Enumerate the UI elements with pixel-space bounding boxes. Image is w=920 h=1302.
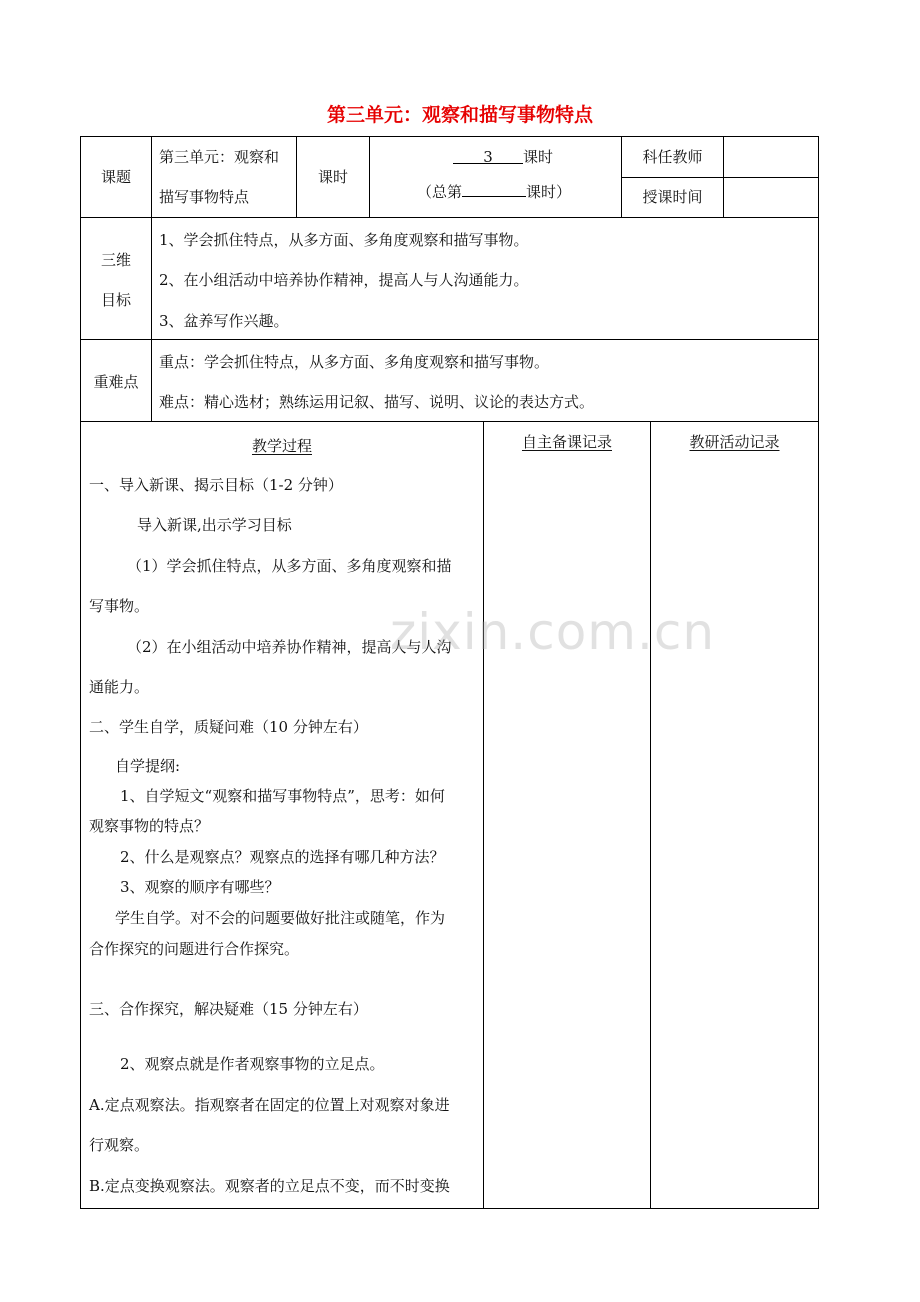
process-line: B.定点变换观察法。观察者的立足点不变，而不时变换	[89, 1177, 450, 1195]
process-line: 1、自学短文“观察和描写事物特点”，思考：如何	[120, 787, 445, 805]
watermark: zixin.com.cn	[390, 603, 716, 661]
process-line: 导入新课,出示学习目标	[137, 516, 292, 534]
goal-item: 3、盆养写作兴趣。	[159, 312, 289, 330]
table-divider-teacher	[621, 177, 819, 178]
total-period-blank	[462, 180, 526, 197]
goal-item: 1、学会抓住特点，从多方面、多角度观察和描写事物。	[159, 231, 529, 249]
total-period-row	[417, 180, 571, 202]
self-prep-header: 自主备课记录	[521, 433, 612, 451]
topic-value-line1: 第三单元：观察和	[159, 148, 280, 166]
process-line: （2）在小组活动中培养协作精神，提高人与人沟	[127, 638, 452, 656]
table-border-right	[818, 136, 819, 1209]
total-suffix: 课时）	[526, 183, 572, 201]
process-line: 通能力。	[89, 678, 150, 696]
process-line: 自学提纲:	[115, 757, 181, 775]
process-line: （1）学会抓住特点，从多方面、多角度观察和描	[127, 557, 452, 575]
process-line: 写事物。	[89, 597, 150, 615]
table-divider-c3	[369, 136, 370, 218]
teacher-label: 科任教师	[642, 148, 703, 166]
process-line: A.定点观察法。指观察者在固定的位置上对观察对象进	[89, 1096, 450, 1114]
keypoints-difficulty: 难点：精心选材；熟练运用记叙、描写、说明、议论的表达方式。	[159, 393, 595, 411]
process-line: 3、观察的顺序有哪些？	[120, 878, 280, 896]
keypoints-label: 重难点	[93, 373, 139, 391]
table-border-top	[80, 136, 819, 137]
keypoints-focus: 重点：学会抓住特点，从多方面、多角度观察和描写事物。	[159, 353, 550, 371]
process-line: 观察事物的特点？	[89, 817, 210, 835]
goals-label-line2: 目标	[100, 291, 131, 309]
process-line: 学生自学。对不会的问题要做好批注或随笔，作为	[115, 909, 446, 927]
goals-label-line1: 三维	[100, 251, 131, 269]
table-divider-keypoints	[80, 421, 819, 422]
period-count: 3	[453, 147, 523, 164]
topic-value-line2: 描写事物特点	[159, 188, 250, 206]
table-divider-header	[80, 217, 819, 218]
total-prefix: （总第	[417, 183, 463, 201]
period-count-row	[453, 147, 553, 167]
process-line: 2、什么是观察点？观察点的选择有哪几种方法？	[120, 848, 445, 866]
process-header: 教学过程	[251, 437, 312, 455]
process-line: 一、导入新课、揭示目标（1-2 分钟）	[89, 476, 343, 494]
research-header: 教研活动记录	[689, 433, 780, 451]
period-unit: 课时	[523, 148, 554, 166]
process-line: 三、合作探究，解决疑难（15 分钟左右）	[89, 1000, 368, 1018]
table-divider-c5	[723, 136, 724, 218]
table-border-bottom	[80, 1208, 819, 1209]
table-divider-goals	[80, 339, 819, 340]
table-divider-label-col	[151, 136, 152, 422]
period-label: 课时	[317, 168, 348, 186]
process-line: 行观察。	[89, 1136, 150, 1154]
process-line: 二、学生自学，质疑问难（10 分钟左右）	[89, 718, 368, 736]
time-label: 授课时间	[642, 188, 703, 206]
process-line: 2、观察点就是作者观察事物的立足点。	[120, 1055, 385, 1073]
page-title: 第三单元：观察和描写事物特点	[326, 104, 593, 126]
process-line: 合作探究的问题进行合作探究。	[89, 940, 300, 958]
table-divider-research	[650, 421, 651, 1209]
goal-item: 2、在小组活动中培养协作精神，提高人与人沟通能力。	[159, 271, 529, 289]
table-divider-process	[483, 421, 484, 1209]
topic-label: 课题	[100, 168, 131, 186]
